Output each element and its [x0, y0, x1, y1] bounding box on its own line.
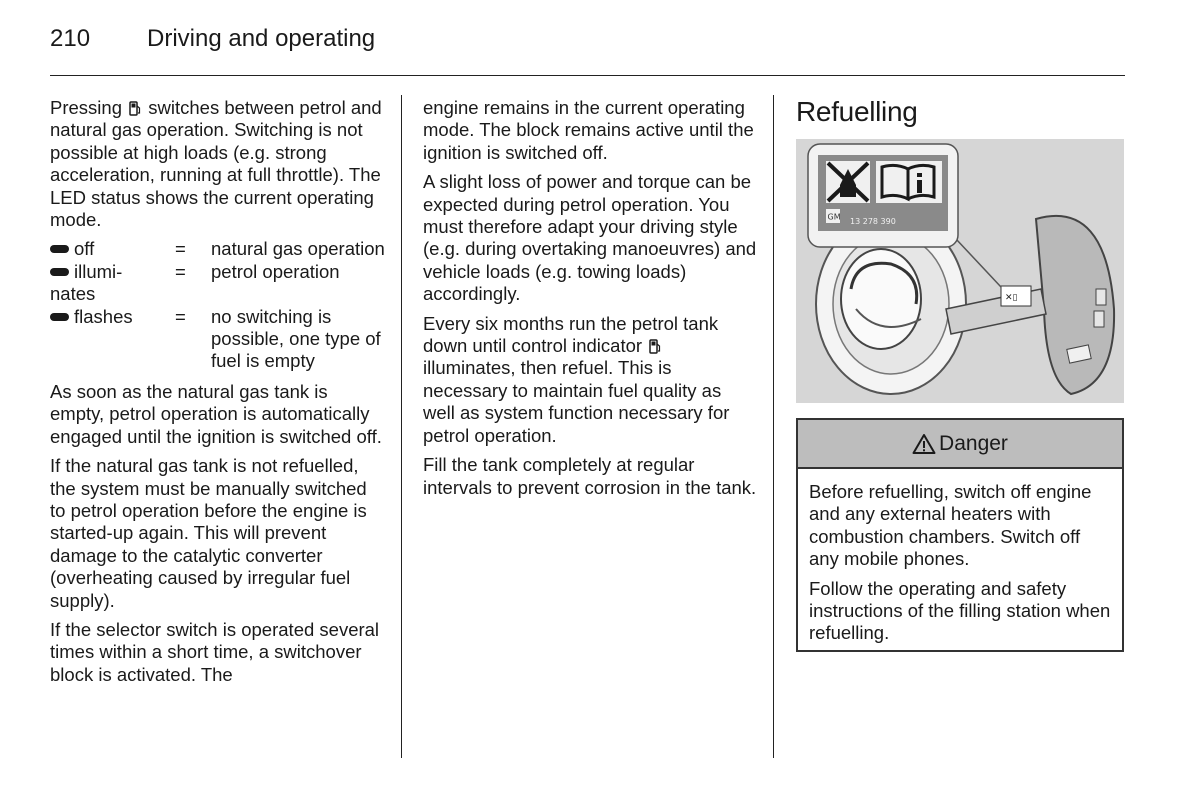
paragraph-pressing: Pressing switches between petrol and natural gas operation. Switching is not possible at high loads (e.g. strong acceleration, running at full throttle). The LED status shows the current operating mode.: [50, 97, 382, 231]
svg-text:✕▯: ✕▯: [1005, 293, 1018, 303]
warning-triangle-icon: [912, 433, 936, 454]
section-heading-refuelling: Refuelling: [796, 96, 918, 127]
column-divider-2: [773, 95, 774, 758]
fuel-filler-drawing: [796, 139, 1124, 403]
fuel-filler-illustration: [796, 139, 1124, 403]
column-2: [423, 97, 758, 506]
paragraph-not-refuelled: If the natural gas tank is not refuelled, the system must be manually switched to petrol operation before the engine is started-up again. This will prevent damage to the catalytic converter (overheating caused by irregular fuel supply).: [50, 455, 367, 611]
column-1: [50, 97, 385, 693]
fuel-indicator-icon: [649, 339, 661, 354]
paragraph-power-loss: A slight loss of power and torque can be expected during petrol operation. You must therefore adapt your driving style (e.g. during overtaking manoeuvres) and vehicle loads (e.g. towing loads) accordingly.: [423, 171, 757, 305]
danger-header: [798, 420, 1122, 469]
column-divider-1: [401, 95, 402, 758]
fuel-selector-icon: [129, 101, 141, 116]
label-code: 13 278 390: [850, 217, 896, 226]
section-title: Driving and operating: [147, 25, 376, 52]
svg-text:GM: GM: [827, 212, 841, 222]
status-row-illuminates: illumi- = petrol operation: [50, 261, 385, 283]
header-rule: [50, 75, 1125, 76]
danger-body: [798, 469, 1122, 645]
danger-paragraph-1: Before refuelling, switch off engine and any external heaters with combustion chambers. Switch off any mobile phones.: [809, 481, 1092, 570]
status-label-continued: nates: [50, 283, 96, 305]
column-3: [796, 95, 1124, 403]
status-row-off: off = natural gas operation: [50, 238, 385, 260]
paragraph-block-remains: engine remains in the current operating mode. The block remains active until the ignition is switched off.: [423, 97, 754, 163]
danger-box: [796, 418, 1124, 652]
paragraph-selector-switch: If the selector switch is operated several times within a short time, a switchover block is activated. The: [50, 618, 380, 685]
led-off-icon: [50, 245, 69, 253]
led-status-table: [50, 238, 385, 372]
status-row-flashes: flashes = no switching is possible, one type of fuel is empty: [50, 306, 385, 373]
paragraph-six-months: Every six months run the petrol tank down until control indicator illuminates, then refuel. This is necessary to maintain fuel quality as well as system function necessary for petrol operation.: [423, 312, 730, 446]
danger-paragraph-2: Follow the operating and safety instructions of the filling station when refuelling.: [809, 577, 1111, 644]
page-number: 210: [50, 25, 91, 52]
paragraph-empty-tank: As soon as the natural gas tank is empty, petrol operation is automatically engaged until the ignition is switched off.: [50, 380, 382, 447]
led-on-icon: [50, 268, 69, 276]
led-flash-icon: [50, 313, 69, 321]
danger-title: Danger: [939, 431, 1008, 455]
paragraph-fill-tank: Fill the tank completely at regular intervals to prevent corrosion in the tank.: [423, 454, 757, 498]
